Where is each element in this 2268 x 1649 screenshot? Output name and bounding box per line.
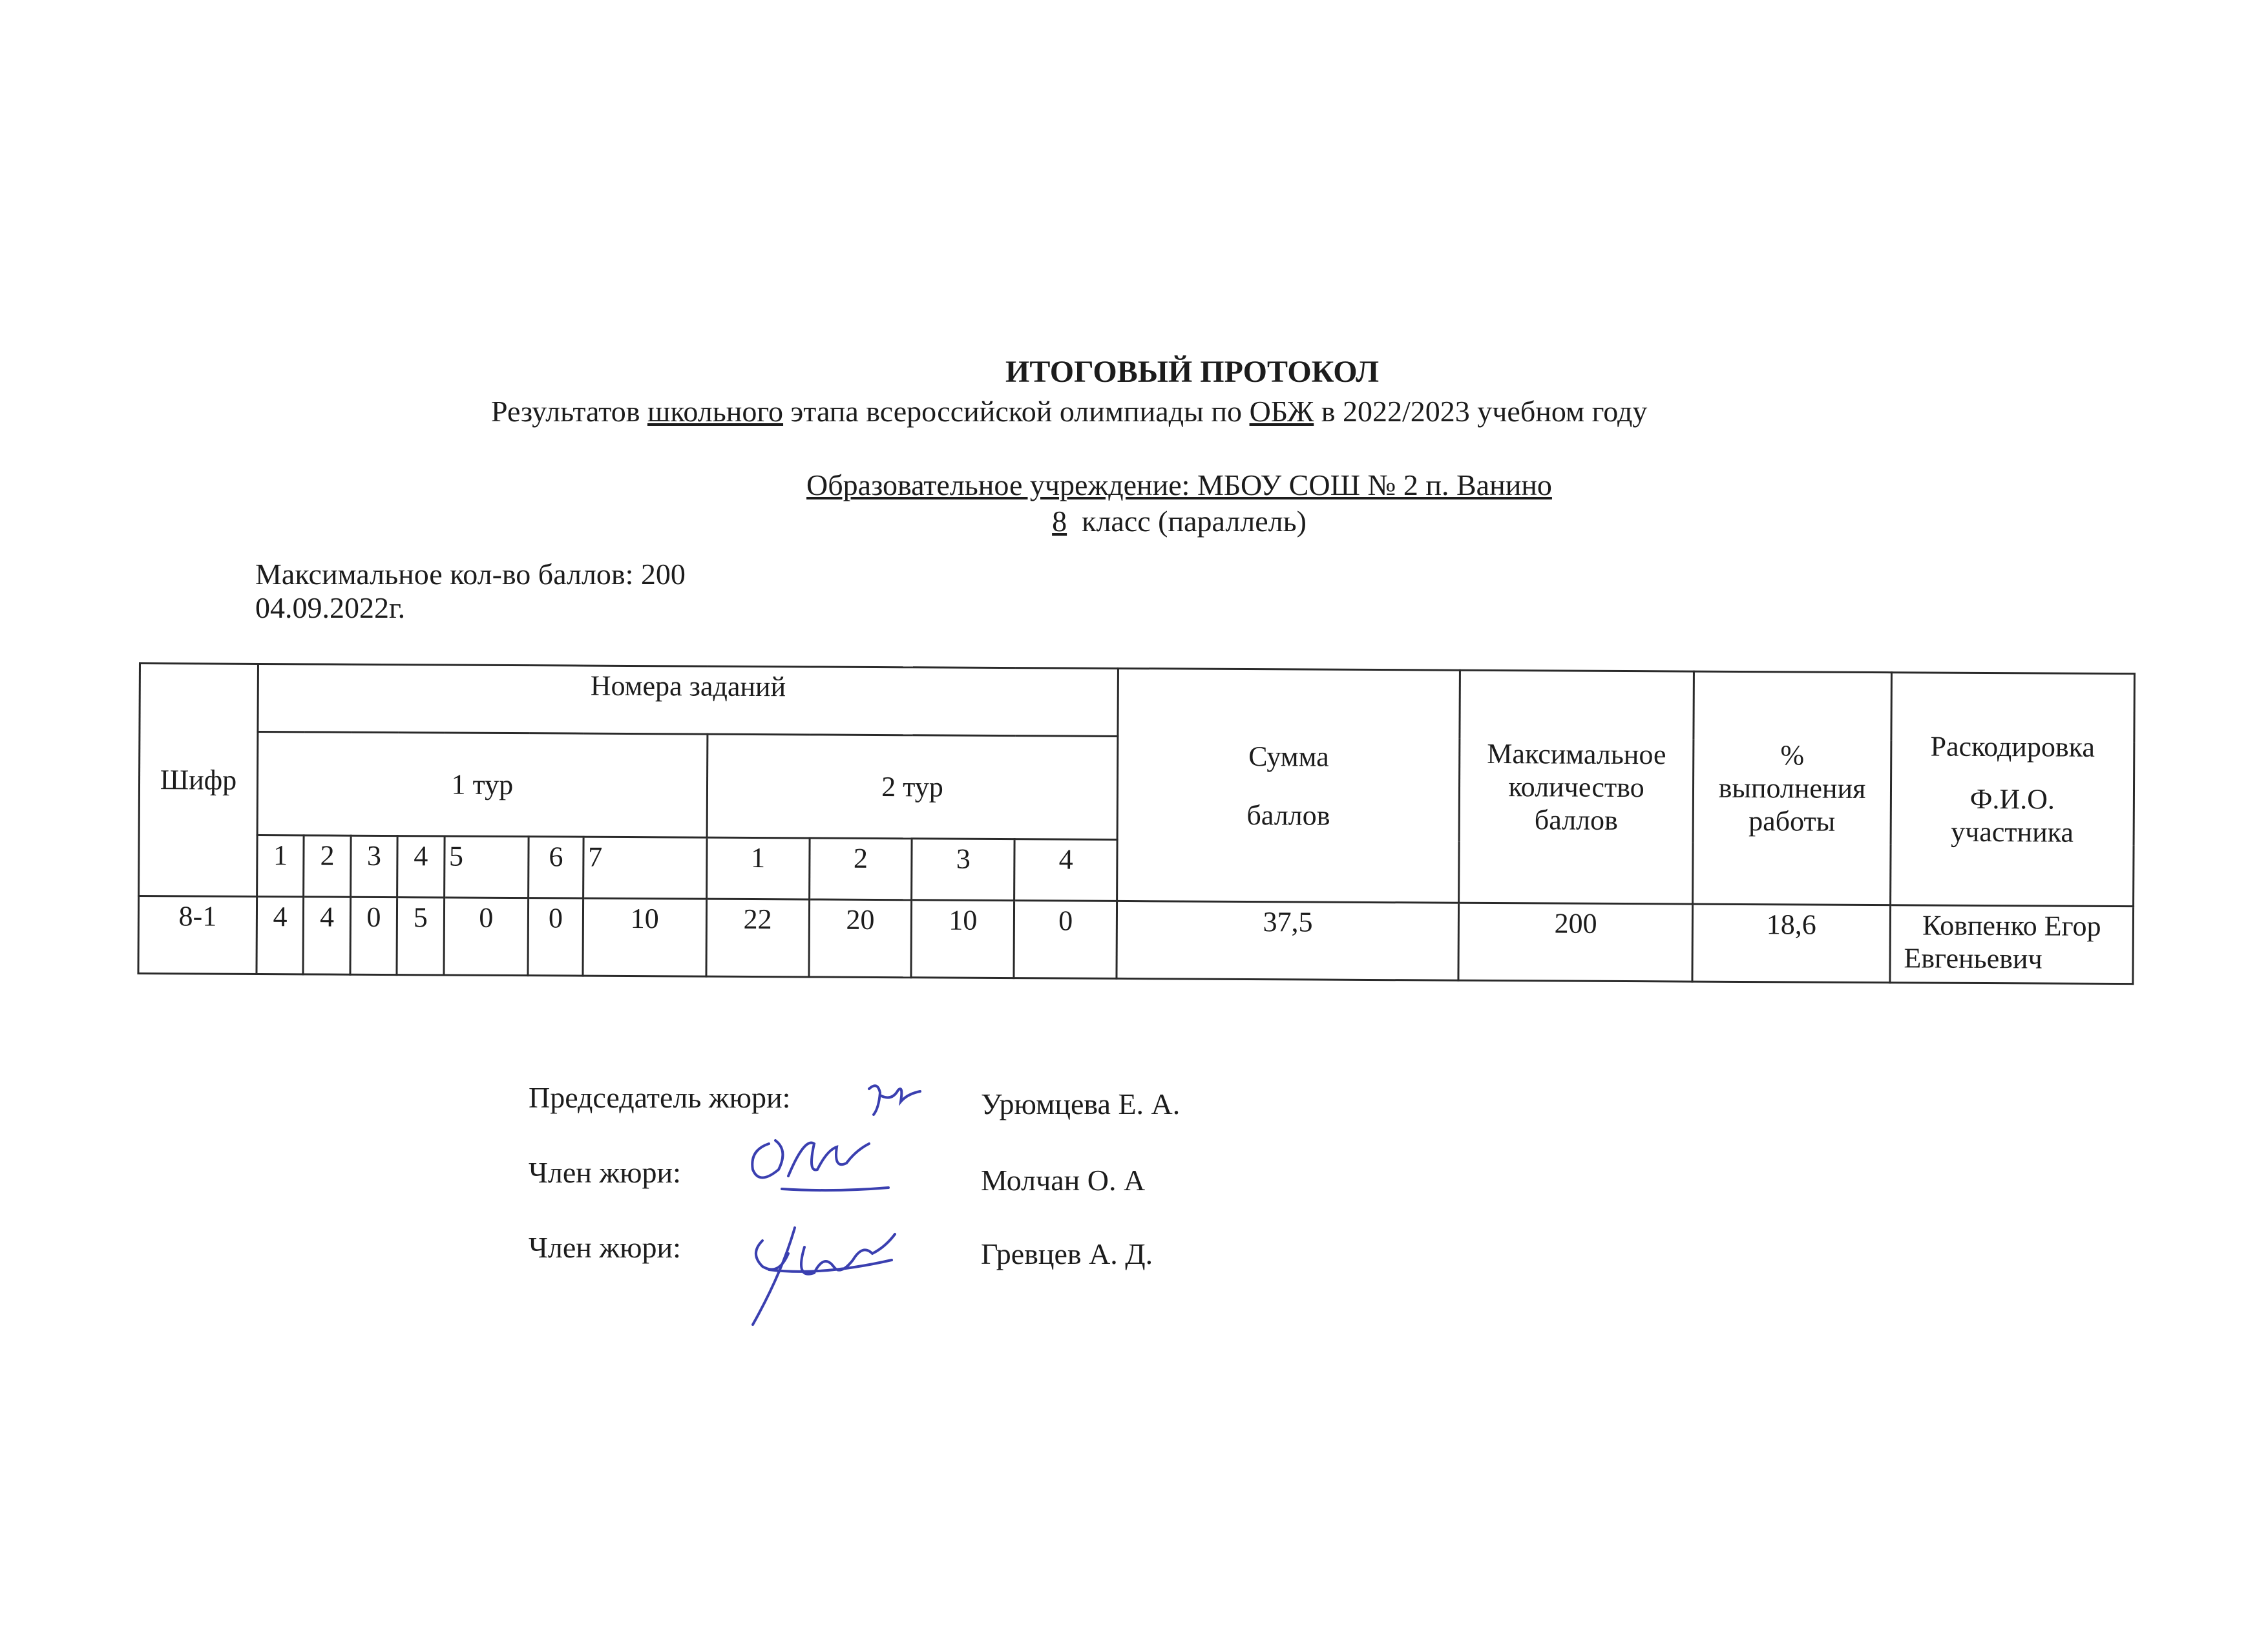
- document-title: ИТОГОВЫЙ ПРОТОКОЛ: [1005, 355, 1379, 389]
- task-number-cell: 5: [444, 836, 529, 898]
- header-decode-line2: Ф.И.О.: [1969, 782, 2055, 815]
- jury-chair-label: Председатель жюри:: [529, 1081, 791, 1114]
- header-sum-line1: Сумма: [1248, 740, 1329, 773]
- task-number-cell: 1: [257, 835, 304, 896]
- header-percent-line2: выполнения: [1718, 772, 1866, 804]
- score-cell: 4: [303, 897, 350, 974]
- participant-name-line1: Ковпенко Егор: [1922, 909, 2101, 942]
- task-number-cell: 3: [350, 835, 397, 897]
- task-number-cell: 2: [304, 835, 351, 897]
- header-cipher: Шифр: [139, 664, 258, 897]
- score-cell: 0: [1014, 901, 1117, 979]
- grade-number: 8: [1052, 505, 1067, 538]
- subtitle-mid: этапа всероссийской олимпиады по: [790, 395, 1243, 428]
- header-round2: 2 тур: [707, 734, 1118, 839]
- header-percent-line1: %: [1780, 739, 1805, 772]
- row-participant-name: [1890, 905, 2134, 984]
- header-max-count: [1459, 670, 1694, 904]
- score-cell: 0: [350, 897, 397, 974]
- score-cell: 10: [583, 898, 707, 976]
- header-decode-line1: Раскодировка: [1930, 730, 2095, 763]
- stage-name: школьного: [647, 395, 784, 428]
- header-max-count-line1: Максимальное: [1487, 737, 1666, 771]
- header-sum-line2: баллов: [1246, 799, 1330, 832]
- member2-signature-icon: [743, 1215, 898, 1331]
- header-max-count-line3: баллов: [1534, 804, 1619, 836]
- jury-member1-name: Молчан О. А: [981, 1164, 1146, 1197]
- task-number-cell: 3: [912, 839, 1014, 901]
- grade-suffix: класс (параллель): [1082, 505, 1307, 538]
- institution-line: Образовательное учреждение: МБОУ СОШ № 2 п. Ванино: [806, 468, 1552, 501]
- header-percent: [1693, 671, 1892, 905]
- score-cell: 10: [911, 900, 1014, 978]
- row-max: 200: [1458, 903, 1693, 982]
- participant-name-line2: Евгеньевич: [1904, 942, 2042, 975]
- header-percent-line3: работы: [1748, 805, 1836, 837]
- task-number-cell: 6: [529, 837, 583, 898]
- task-number-cell: 4: [397, 836, 445, 898]
- member1-signature-icon: [743, 1124, 892, 1202]
- score-cell: 5: [397, 898, 444, 975]
- score-cell: 0: [528, 898, 583, 976]
- header-max-count-line2: количество: [1508, 771, 1644, 804]
- header-round1: 1 тур: [257, 731, 708, 837]
- task-number-cell: 2: [809, 838, 912, 900]
- chair-signature-icon: [866, 1076, 924, 1121]
- subtitle-prefix: Результатов: [491, 395, 640, 428]
- jury-member2-label: Член жюри:: [529, 1231, 681, 1264]
- table-row: [138, 896, 2134, 984]
- row-sum: 37,5: [1117, 901, 1459, 980]
- row-percent: 18,6: [1692, 904, 1890, 983]
- task-number-cell: 4: [1014, 839, 1117, 901]
- header-decode: [1890, 673, 2134, 907]
- jury-member1-label: Член жюри:: [529, 1156, 681, 1189]
- jury-chair-name: Урюмцева Е. А.: [981, 1087, 1181, 1120]
- score-cell: 0: [444, 898, 529, 976]
- header-sum: [1117, 668, 1460, 903]
- row-cipher: 8-1: [138, 896, 257, 974]
- date-line: 04.09.2022г.: [255, 591, 406, 624]
- max-points-line: Максимальное кол-во баллов: 200: [255, 558, 686, 591]
- jury-member2-name: Гревцев А. Д.: [981, 1237, 1153, 1270]
- subtitle: [491, 394, 1647, 428]
- results-table: [137, 662, 2135, 985]
- subject-name: ОБЖ: [1249, 395, 1314, 428]
- subtitle-suffix: в 2022/2023 учебном году: [1321, 395, 1648, 428]
- task-number-cell: 7: [583, 837, 707, 899]
- score-cell: 4: [257, 896, 304, 974]
- task-number-cell: 1: [706, 837, 809, 899]
- score-cell: 22: [706, 899, 809, 977]
- header-decode-line3: участника: [1951, 815, 2074, 848]
- header-task-numbers: Номера заданий: [258, 664, 1118, 736]
- score-cell: 20: [809, 899, 912, 978]
- class-line: [0, 504, 2268, 538]
